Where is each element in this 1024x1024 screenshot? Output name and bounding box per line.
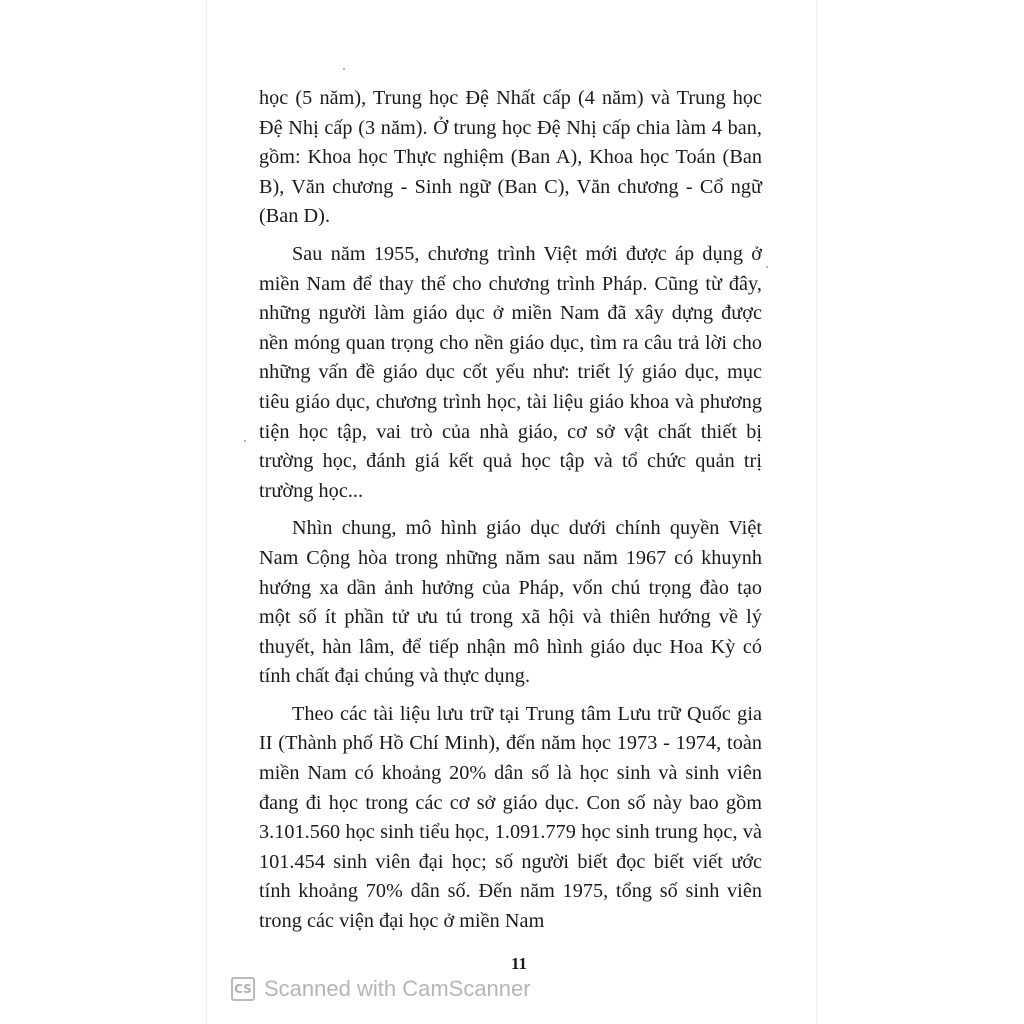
paragraph-4: Theo các tài liệu lưu trữ tại Trung tâm Lưu trữ Quốc gia II (Thành phố Hồ Chí Minh), đến năm học 1973 - 1974, toàn miền Nam có khoảng 20% dân số là học sinh và sinh viên đang đi học trong các cơ sở giáo dục. Con số này bao gồm 3.101.560 học sinh tiểu học, 1.091.779 học sinh trung học, và 101.454 sinh viên đại học; số người biết đọc biết viết ước tính khoảng 70% dân số. Đến năm 1975, tổng số sinh viên trong các viện đại học ở miền Nam <box>259 702 762 933</box>
paragraph-3: Nhìn chung, mô hình giáo dục dưới chính quyền Việt Nam Cộng hòa trong những năm sau năm 1967 có khuynh hướng xa dần ảnh hưởng của Pháp, vốn chú trọng đào tạo một số ít phần tử ưu tú trong xã hội và thiên hướng về lý thuyết, hàn lâm, để tiếp nhận mô hình giáo dục Hoa Kỳ có tính chất đại chúng và thực dụng. <box>259 517 762 688</box>
scan-speck <box>244 440 246 442</box>
page-edge-left <box>206 0 207 1024</box>
paragraph-2: Sau năm 1955, chương trình Việt mới được áp dụng ở miền Nam để thay thế cho chương trình Pháp. Cũng từ đây, những người làm giáo dục ở miền Nam đã xây dựng được nền móng quan trọng cho nền giáo dục, tìm ra câu trả lời cho những vấn đề giáo dục cốt yếu như: triết lý giáo dục, mục tiêu giáo dục, chương trình học, tài liệu giáo khoa và phương tiện học tập, vai trò của nhà giáo, cơ sở vật chất thiết bị trường học, đánh giá kết quả học tập và tổ chức quản trị trường học... <box>259 242 762 502</box>
body-text <box>259 84 762 945</box>
camscanner-logo-icon: CS <box>231 977 255 1001</box>
scan-speck <box>766 266 768 268</box>
watermark-text: Scanned with CamScanner <box>264 976 531 1001</box>
page-number: 11 <box>510 954 528 973</box>
page-edge-right <box>816 0 817 1024</box>
camscanner-watermark <box>231 976 531 1002</box>
scan-speck <box>343 68 345 70</box>
paragraph-1: học (5 năm), Trung học Đệ Nhất cấp (4 năm) và Trung học Đệ Nhị cấp (3 năm). Ở trung học Đệ Nhị cấp chia làm 4 ban, gồm: Khoa học Thực nghiệm (Ban A), Khoa học Toán (Ban B), Văn chương - Sinh ngữ (Ban C), Văn chương - Cổ ngữ (Ban D). <box>259 87 762 228</box>
